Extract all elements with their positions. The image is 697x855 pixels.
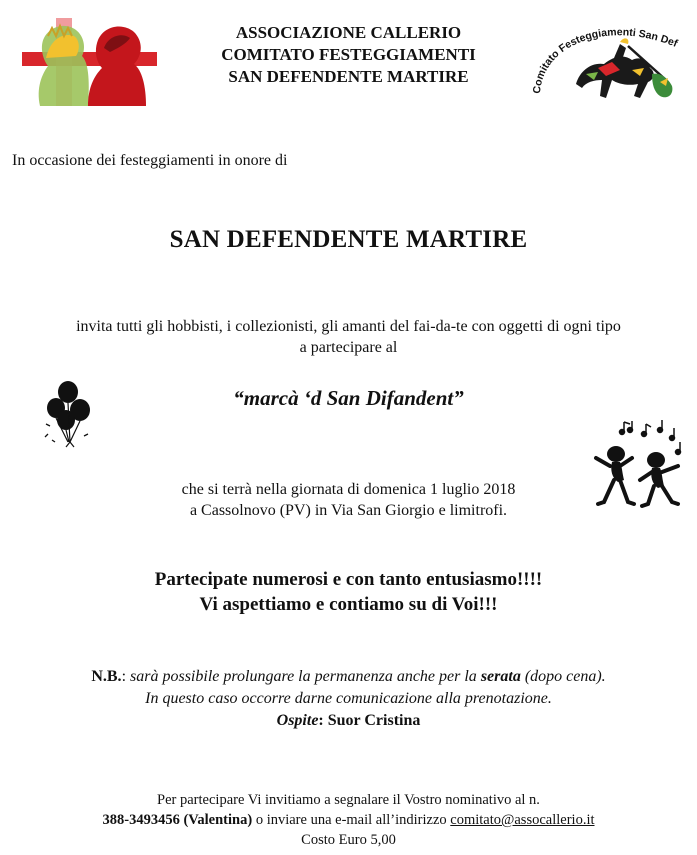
intro-text: In occasione dei festeggiamenti in onore di (12, 152, 288, 169)
event-details (0, 479, 697, 521)
guest-name: Suor Cristina (327, 712, 421, 729)
header-line-1: ASSOCIAZIONE CALLERIO (235, 23, 462, 42)
footer-mid-text: o inviare una e-mail all’indirizzo (252, 812, 451, 828)
header-line-2: COMITATO FESTEGGIAMENTI (221, 45, 476, 64)
committee-logo-text: Comitato Festeggiamenti San Def (530, 26, 680, 95)
nb-line-1 (0, 666, 697, 688)
contact-email-link[interactable]: comitato@assocallerio.it (450, 812, 595, 828)
guest-label: Ospite (276, 712, 319, 729)
nb-label: N.B. (91, 668, 122, 685)
invite-line-1: invita tutti gli hobbisti, i collezionisti, gli amanti del fai-da-te con oggetti di ogni tipo (76, 318, 621, 335)
nb-line-2: In questo caso occorre darne comunicazione alla prenotazione. (145, 690, 552, 707)
footer-line-2 (0, 810, 697, 830)
nb-text-b: (dopo cena). (520, 668, 606, 685)
event-location: a Cassolnovo (PV) in Via San Giorgio e limitrofi. (189, 502, 508, 519)
committee-logo (528, 14, 688, 112)
event-date: che si terrà nella giornata di domenica 1 luglio 2018 (181, 481, 516, 498)
header-line-3: SAN DEFENDENTE MARTIRE (228, 67, 469, 86)
footer (0, 790, 697, 850)
nb-guest (0, 710, 697, 732)
nb-serata: serata (480, 668, 521, 685)
guest-colon: : (318, 712, 328, 729)
invite-line-2: a partecipare al (299, 339, 398, 356)
cheer-line-2: Vi aspettiamo e contiamo su di Voi!!! (199, 594, 498, 615)
invite-text (0, 316, 697, 358)
nb-colon: : (121, 668, 131, 685)
contact-phone[interactable]: 388-3493456 (Valentina) (102, 812, 253, 828)
cheer-text (0, 567, 697, 617)
saint-heading: SAN DEFENDENTE MARTIRE (169, 226, 528, 253)
footer-line-1: Per partecipare Vi invitiamo a segnalare il Vostro nominativo al n. (157, 792, 540, 808)
cost-text: Costo Euro 5,00 (301, 832, 396, 848)
nota-bene (0, 666, 697, 732)
market-name: “marcà ‘d San Difandent” (233, 386, 464, 410)
nb-text-a: sarà possibile prolungare la permanenza anche per la (130, 668, 481, 685)
cheer-line-1: Partecipate numerosi e con tanto entusiasmo!!!! (154, 569, 543, 590)
